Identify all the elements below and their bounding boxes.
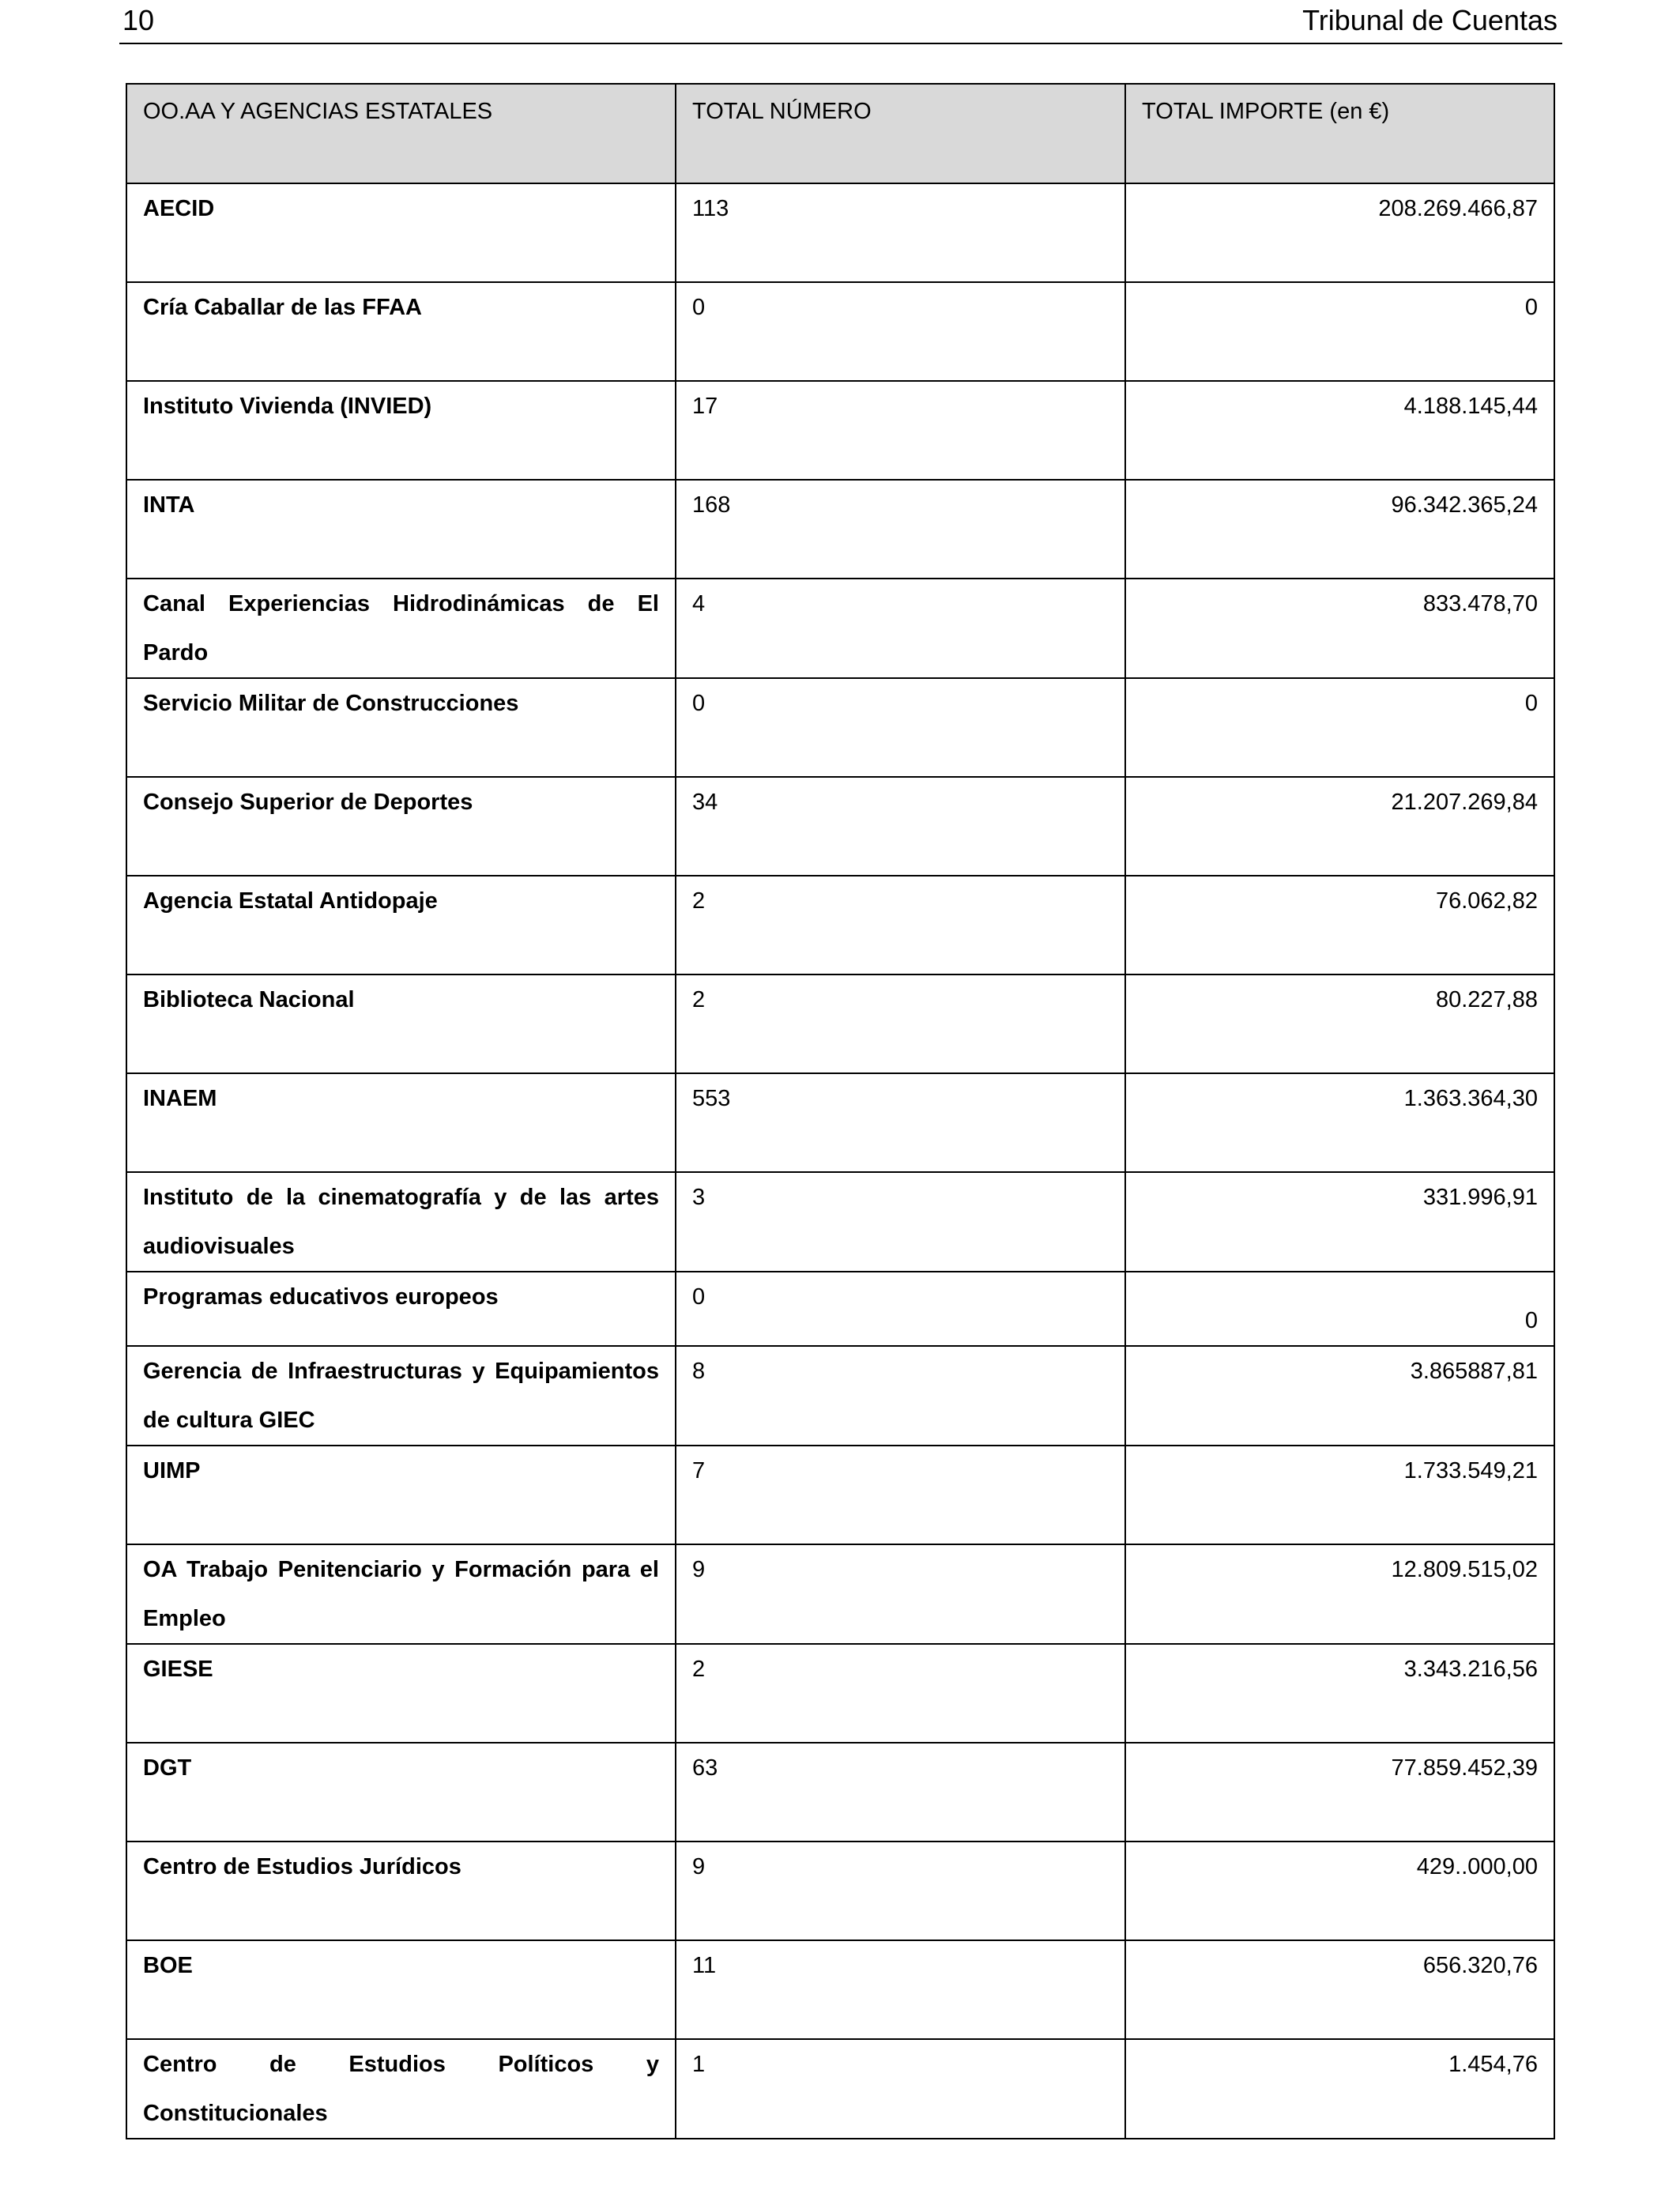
table-row	[126, 1743, 1554, 1842]
total-number: 3	[676, 1172, 1125, 1272]
agency-name: Gerencia de Infraestructuras y Equipamientos de cultura GIEC	[126, 1346, 676, 1446]
agency-name: BOE	[126, 1940, 676, 2039]
agency-name: INTA	[126, 480, 676, 579]
total-amount: 0	[1125, 678, 1554, 777]
agency-name: Instituto Vivienda (INVIED)	[126, 381, 676, 480]
total-amount: 1.363.364,30	[1125, 1073, 1554, 1172]
total-amount: 4.188.145,44	[1125, 381, 1554, 480]
agency-name: Programas educativos europeos	[126, 1272, 676, 1346]
agency-name: Consejo Superior de Deportes	[126, 777, 676, 876]
table-row	[126, 1644, 1554, 1743]
total-amount: 3.865887,81	[1125, 1346, 1554, 1446]
table-row	[126, 381, 1554, 480]
column-header-total-number: TOTAL NÚMERO	[676, 84, 1125, 183]
total-amount: 77.859.452,39	[1125, 1743, 1554, 1842]
total-amount: 833.478,70	[1125, 579, 1554, 678]
total-amount: 76.062,82	[1125, 876, 1554, 974]
table-row	[126, 1446, 1554, 1544]
page-number: 10	[122, 4, 155, 36]
table-row	[126, 282, 1554, 381]
table-header-row	[126, 84, 1554, 183]
table-row	[126, 678, 1554, 777]
total-number: 63	[676, 1743, 1125, 1842]
agency-name: UIMP	[126, 1446, 676, 1544]
total-number: 168	[676, 480, 1125, 579]
total-number: 7	[676, 1446, 1125, 1544]
total-amount: 21.207.269,84	[1125, 777, 1554, 876]
agency-name: OA Trabajo Penitenciario y Formación para el Empleo	[126, 1544, 676, 1644]
table-row	[126, 777, 1554, 876]
total-amount: 208.269.466,87	[1125, 183, 1554, 282]
total-number: 2	[676, 876, 1125, 974]
total-number: 9	[676, 1842, 1125, 1940]
total-number: 17	[676, 381, 1125, 480]
total-number: 0	[676, 678, 1125, 777]
total-number: 11	[676, 1940, 1125, 2039]
total-amount: 12.809.515,02	[1125, 1544, 1554, 1644]
total-number: 113	[676, 183, 1125, 282]
table-row	[126, 1073, 1554, 1172]
agency-name: Agencia Estatal Antidopaje	[126, 876, 676, 974]
agency-name: AECID	[126, 183, 676, 282]
table-row	[126, 480, 1554, 579]
total-number: 8	[676, 1346, 1125, 1446]
total-amount: 3.343.216,56	[1125, 1644, 1554, 1743]
table-row	[126, 1842, 1554, 1940]
total-number: 2	[676, 974, 1125, 1073]
table-row	[126, 1940, 1554, 2039]
table-row	[126, 1544, 1554, 1644]
page-header	[119, 0, 1562, 44]
agency-name: Canal Experiencias Hidrodinámicas de El Pardo	[126, 579, 676, 678]
table-row	[126, 974, 1554, 1073]
total-number: 4	[676, 579, 1125, 678]
agency-name: Instituto de la cinematografía y de las artes audiovisuales	[126, 1172, 676, 1272]
agency-name: Biblioteca Nacional	[126, 974, 676, 1073]
total-number: 0	[676, 1272, 1125, 1346]
total-number: 2	[676, 1644, 1125, 1743]
total-amount: 656.320,76	[1125, 1940, 1554, 2039]
total-number: 0	[676, 282, 1125, 381]
total-amount: 331.996,91	[1125, 1172, 1554, 1272]
agencies-table	[126, 83, 1555, 2139]
running-title: Tribunal de Cuentas	[1302, 4, 1558, 36]
agency-name: GIESE	[126, 1644, 676, 1743]
total-amount: 1.733.549,21	[1125, 1446, 1554, 1544]
total-amount: 0	[1125, 1272, 1554, 1346]
column-header-agency: OO.AA Y AGENCIAS ESTATALES	[126, 84, 676, 183]
total-number: 1	[676, 2039, 1125, 2139]
total-amount: 96.342.365,24	[1125, 480, 1554, 579]
table-row	[126, 2039, 1554, 2139]
total-amount: 1.454,76	[1125, 2039, 1554, 2139]
agency-name: Centro de Estudios Políticos y Constitucionales	[126, 2039, 676, 2139]
total-amount: 0	[1125, 282, 1554, 381]
total-number: 9	[676, 1544, 1125, 1644]
column-header-total-amount: TOTAL IMPORTE (en €)	[1125, 84, 1554, 183]
total-number: 553	[676, 1073, 1125, 1172]
table-row	[126, 1346, 1554, 1446]
agency-name: DGT	[126, 1743, 676, 1842]
total-amount: 80.227,88	[1125, 974, 1554, 1073]
agency-name: Cría Caballar de las FFAA	[126, 282, 676, 381]
table-row	[126, 183, 1554, 282]
agency-name: INAEM	[126, 1073, 676, 1172]
table-row	[126, 579, 1554, 678]
agency-name: Centro de Estudios Jurídicos	[126, 1842, 676, 1940]
total-number: 34	[676, 777, 1125, 876]
table-row	[126, 1272, 1554, 1346]
table-row	[126, 1172, 1554, 1272]
total-amount: 429..000,00	[1125, 1842, 1554, 1940]
agency-name: Servicio Militar de Construcciones	[126, 678, 676, 777]
table-row	[126, 876, 1554, 974]
